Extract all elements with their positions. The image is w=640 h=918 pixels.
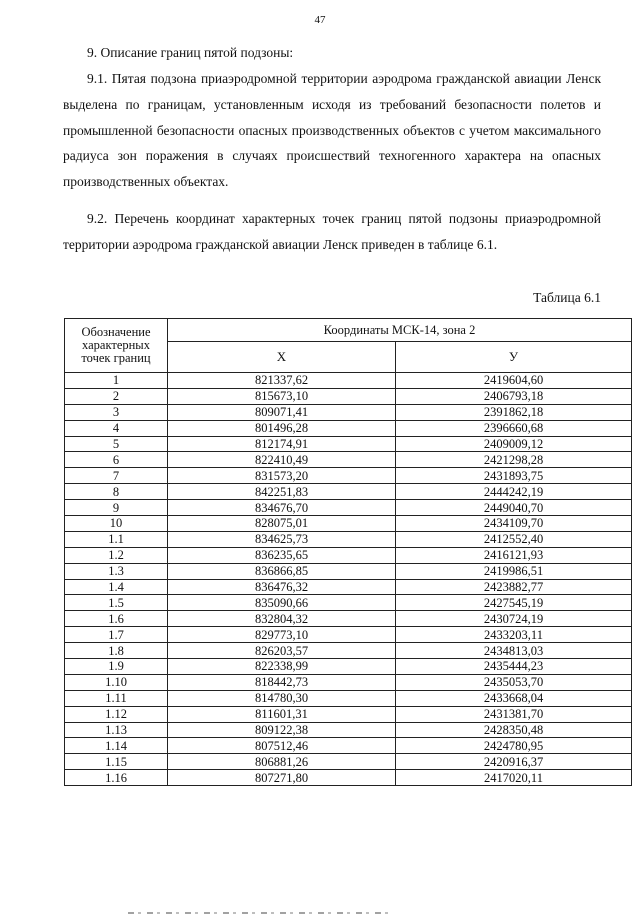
x-coordinate-cell: 822410,49: [168, 452, 396, 468]
x-coordinate-cell: 818442,73: [168, 674, 396, 690]
x-coordinate-cell: 806881,26: [168, 754, 396, 770]
x-coordinate-cell: 815673,10: [168, 388, 396, 404]
table-row: [65, 388, 632, 404]
table-row: [65, 468, 632, 484]
page-number: 47: [314, 14, 326, 26]
header-coordinates: Координаты МСК-14, зона 2: [168, 319, 632, 342]
x-coordinate-cell: 811601,31: [168, 706, 396, 722]
x-coordinate-cell: 812174,91: [168, 436, 396, 452]
y-coordinate-cell: 2419986,51: [396, 563, 632, 579]
header-point-designation: Обозначение характерных точек границ: [65, 319, 168, 373]
y-coordinate-cell: 2433668,04: [396, 690, 632, 706]
x-coordinate-cell: 836235,65: [168, 547, 396, 563]
point-id-cell: 1.16: [65, 770, 168, 786]
point-id-cell: 1: [65, 373, 168, 389]
point-id-cell: 10: [65, 516, 168, 532]
point-id-cell: 8: [65, 484, 168, 500]
table-row: [65, 579, 632, 595]
table-row: [65, 484, 632, 500]
point-id-cell: 1.14: [65, 738, 168, 754]
point-id-cell: 1.1: [65, 531, 168, 547]
table-row: [65, 754, 632, 770]
point-id-cell: 1.8: [65, 643, 168, 659]
x-coordinate-cell: 829773,10: [168, 627, 396, 643]
x-coordinate-cell: 807512,46: [168, 738, 396, 754]
y-coordinate-cell: 2431893,75: [396, 468, 632, 484]
point-id-cell: 9: [65, 500, 168, 516]
y-coordinate-cell: 2396660,68: [396, 420, 632, 436]
x-coordinate-cell: 835090,66: [168, 595, 396, 611]
table-row: [65, 627, 632, 643]
x-coordinate-cell: 809071,41: [168, 404, 396, 420]
point-id-cell: 1.11: [65, 690, 168, 706]
x-coordinate-cell: 809122,38: [168, 722, 396, 738]
table-header-row: [65, 319, 632, 342]
table-row: [65, 563, 632, 579]
x-coordinate-cell: 832804,32: [168, 611, 396, 627]
y-coordinate-cell: 2424780,95: [396, 738, 632, 754]
x-coordinate-cell: 831573,20: [168, 468, 396, 484]
table-row: [65, 722, 632, 738]
table-row: [65, 500, 632, 516]
table-row: [65, 611, 632, 627]
y-coordinate-cell: 2444242,19: [396, 484, 632, 500]
x-coordinate-cell: 836866,85: [168, 563, 396, 579]
table-row: [65, 436, 632, 452]
y-coordinate-cell: 2434813,03: [396, 643, 632, 659]
header-y: У: [396, 342, 632, 373]
table-row: [65, 738, 632, 754]
y-coordinate-cell: 2430724,19: [396, 611, 632, 627]
scan-artifact: [128, 912, 388, 914]
paragraph-9-2-text: 9.2. Перечень координат характерных точек границ пятой подзоны приаэродромной территории аэродрома гражданской авиации Ленск приведен в таблице 6.1.: [63, 211, 601, 252]
y-coordinate-cell: 2391862,18: [396, 404, 632, 420]
table-row: [65, 643, 632, 659]
point-id-cell: 1.2: [65, 547, 168, 563]
point-id-cell: 3: [65, 404, 168, 420]
y-coordinate-cell: 2423882,77: [396, 579, 632, 595]
point-id-cell: 1.6: [65, 611, 168, 627]
point-id-cell: 7: [65, 468, 168, 484]
point-id-cell: 2: [65, 388, 168, 404]
y-coordinate-cell: 2449040,70: [396, 500, 632, 516]
point-id-cell: 1.13: [65, 722, 168, 738]
y-coordinate-cell: 2420916,37: [396, 754, 632, 770]
y-coordinate-cell: 2435053,70: [396, 674, 632, 690]
table-caption: Таблица 6.1: [533, 290, 601, 305]
point-id-cell: 1.9: [65, 659, 168, 675]
x-coordinate-cell: 828075,01: [168, 516, 396, 532]
y-coordinate-cell: 2433203,11: [396, 627, 632, 643]
point-id-cell: 5: [65, 436, 168, 452]
table-row: [65, 659, 632, 675]
x-coordinate-cell: 834676,70: [168, 500, 396, 516]
table-row: [65, 373, 632, 389]
point-id-cell: 1.10: [65, 674, 168, 690]
table-row: [65, 420, 632, 436]
point-id-cell: 1.12: [65, 706, 168, 722]
x-coordinate-cell: 836476,32: [168, 579, 396, 595]
x-coordinate-cell: 814780,30: [168, 690, 396, 706]
x-coordinate-cell: 826203,57: [168, 643, 396, 659]
point-id-cell: 1.4: [65, 579, 168, 595]
y-coordinate-cell: 2421298,28: [396, 452, 632, 468]
table-row: [65, 706, 632, 722]
x-coordinate-cell: 834625,73: [168, 531, 396, 547]
x-coordinate-cell: 821337,62: [168, 373, 396, 389]
y-coordinate-cell: 2419604,60: [396, 373, 632, 389]
y-coordinate-cell: 2416121,93: [396, 547, 632, 563]
x-coordinate-cell: 801496,28: [168, 420, 396, 436]
y-coordinate-cell: 2428350,48: [396, 722, 632, 738]
y-coordinate-cell: 2417020,11: [396, 770, 632, 786]
paragraph-9-1: [63, 66, 601, 195]
x-coordinate-cell: 807271,80: [168, 770, 396, 786]
y-coordinate-cell: 2409009,12: [396, 436, 632, 452]
section-heading: 9. Описание границ пятой подзоны:: [87, 45, 294, 60]
y-coordinate-cell: 2412552,40: [396, 531, 632, 547]
coordinates-table: [64, 318, 632, 786]
table-row: [65, 674, 632, 690]
coordinates-table-body: [65, 319, 632, 786]
table-row: [65, 452, 632, 468]
paragraph-9-2: [63, 206, 601, 258]
y-coordinate-cell: 2431381,70: [396, 706, 632, 722]
table-row: [65, 547, 632, 563]
y-coordinate-cell: 2434109,70: [396, 516, 632, 532]
point-id-cell: 1.5: [65, 595, 168, 611]
table-row: [65, 770, 632, 786]
point-id-cell: 1.15: [65, 754, 168, 770]
paragraph-9-1-text: 9.1. Пятая подзона приаэродромной территории аэродрома гражданской авиации Ленск выделена по границам, установленным исходя из требований безопасности полетов и промышленной безопасности опасных производственных объектов с учетом максимального радиуса зон поражения в случаях происшествий техногенного характера на опасных производственных объектах.: [63, 71, 601, 190]
table-row: [65, 595, 632, 611]
x-coordinate-cell: 842251,83: [168, 484, 396, 500]
point-id-cell: 1.3: [65, 563, 168, 579]
y-coordinate-cell: 2406793,18: [396, 388, 632, 404]
y-coordinate-cell: 2427545,19: [396, 595, 632, 611]
table-row: [65, 516, 632, 532]
point-id-cell: 1.7: [65, 627, 168, 643]
table-row: [65, 531, 632, 547]
point-id-cell: 6: [65, 452, 168, 468]
y-coordinate-cell: 2435444,23: [396, 659, 632, 675]
header-x: Х: [168, 342, 396, 373]
table-row: [65, 690, 632, 706]
point-id-cell: 4: [65, 420, 168, 436]
table-row: [65, 404, 632, 420]
x-coordinate-cell: 822338,99: [168, 659, 396, 675]
